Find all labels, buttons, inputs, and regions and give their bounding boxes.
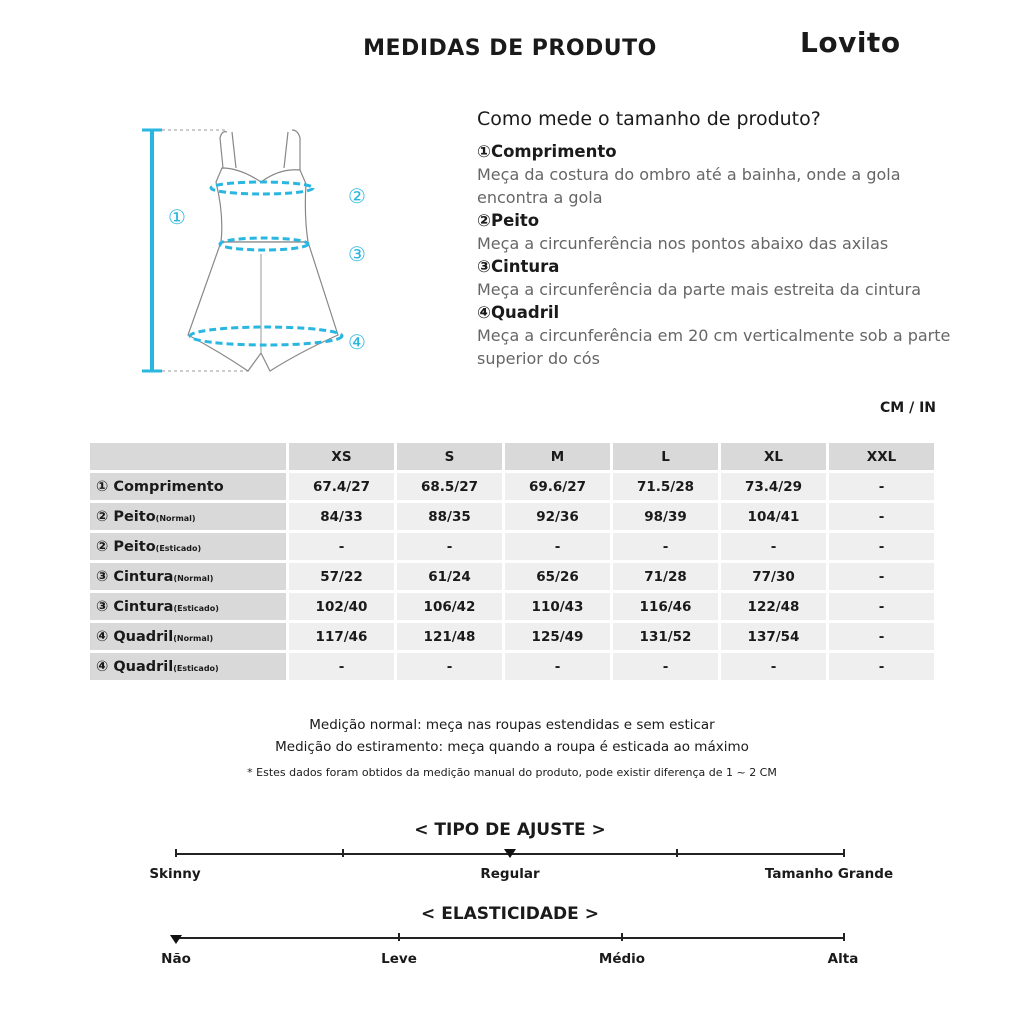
- measurement-guide: [477, 108, 977, 370]
- table-cell: -: [829, 593, 934, 620]
- table-cell: -: [397, 533, 502, 560]
- row-label: [90, 623, 286, 650]
- row-label-text: ② Peito: [96, 508, 156, 525]
- table-row: [90, 623, 934, 650]
- row-label-sub: (Esticado): [173, 603, 219, 613]
- elasticity-label-leve: Leve: [381, 951, 417, 967]
- table-cell: -: [289, 533, 394, 560]
- row-label-text: ① Comprimento: [96, 478, 224, 495]
- column-header: S: [397, 443, 502, 470]
- fit-selected-pointer: [504, 849, 516, 858]
- fit-label-large: Tamanho Grande: [764, 866, 894, 882]
- guide-desc-waist: Meça a circunferência da parte mais estreita da cintura: [477, 280, 921, 299]
- elasticity-tick: [398, 933, 400, 941]
- page-title: MEDIDAS DE PRODUTO: [363, 36, 657, 61]
- guide-desc-hip-2: superior do cós: [477, 349, 600, 368]
- row-label-text: ② Peito: [96, 538, 156, 555]
- fit-label-regular: Regular: [480, 866, 540, 882]
- size-table: [87, 440, 937, 683]
- table-cell: 88/35: [397, 503, 502, 530]
- table-cell: 71/28: [613, 563, 718, 590]
- row-label-sub: (Normal): [155, 513, 196, 523]
- table-cell: -: [829, 563, 934, 590]
- elasticity-label-medio: Médio: [598, 951, 646, 967]
- table-cell: 57/22: [289, 563, 394, 590]
- table-cell: 68.5/27: [397, 473, 502, 500]
- marker-chest: ②: [348, 184, 366, 208]
- table-cell: -: [829, 623, 934, 650]
- row-label: [90, 533, 286, 560]
- table-cell: -: [721, 533, 826, 560]
- elasticity-tick: [621, 933, 623, 941]
- table-row: [90, 593, 934, 620]
- table-cell: 92/36: [505, 503, 610, 530]
- fit-tick: [342, 849, 344, 857]
- row-label: [90, 593, 286, 620]
- table-cell: 110/43: [505, 593, 610, 620]
- table-cell: -: [505, 653, 610, 680]
- column-header: XL: [721, 443, 826, 470]
- guide-heading-chest: ②Peito: [477, 211, 540, 230]
- table-cell: 77/30: [721, 563, 826, 590]
- row-label-sub: (Esticado): [173, 663, 219, 673]
- table-cell: -: [613, 533, 718, 560]
- fit-tick: [676, 849, 678, 857]
- elasticity-label-alta: Alta: [827, 951, 859, 967]
- table-cell: 67.4/27: [289, 473, 394, 500]
- guide-heading-waist: ③Cintura: [477, 257, 560, 276]
- fit-tick: [843, 849, 845, 857]
- row-label-text: ④ Quadril: [96, 628, 174, 645]
- table-cell: 106/42: [397, 593, 502, 620]
- fit-title: < TIPO DE AJUSTE >: [414, 820, 606, 840]
- table-cell: 61/24: [397, 563, 502, 590]
- row-label-sub: (Normal): [173, 633, 214, 643]
- guide-heading-length: ①Comprimento: [477, 142, 617, 161]
- column-header: XS: [289, 443, 394, 470]
- table-corner: [90, 443, 286, 470]
- table-row: [90, 653, 934, 680]
- table-cell: 65/26: [505, 563, 610, 590]
- guide-heading-hip: ④Quadril: [477, 303, 560, 322]
- marker-length: ①: [168, 205, 186, 229]
- table-cell: 104/41: [721, 503, 826, 530]
- note-disclaimer: * Estes dados foram obtidos da medição manual do produto, pode existir diferença de 1 ~ 2 CM: [247, 766, 777, 779]
- table-cell: 71.5/28: [613, 473, 718, 500]
- measurement-notes: [0, 714, 1024, 788]
- marker-hip: ④: [348, 330, 366, 354]
- elasticity-tick: [843, 933, 845, 941]
- row-label: [90, 503, 286, 530]
- table-cell: 73.4/29: [721, 473, 826, 500]
- table-cell: 84/33: [289, 503, 394, 530]
- table-cell: 131/52: [613, 623, 718, 650]
- table-header-row: [90, 443, 934, 470]
- row-label-sub: (Normal): [173, 573, 214, 583]
- table-cell: 122/48: [721, 593, 826, 620]
- table-cell: -: [613, 653, 718, 680]
- guide-desc-length-1: Meça da costura do ombro até a bainha, onde a gola: [477, 165, 901, 184]
- table-cell: -: [829, 653, 934, 680]
- fit-label-skinny: Skinny: [149, 866, 201, 882]
- table-cell: 102/40: [289, 593, 394, 620]
- guide-desc-hip-1: Meça a circunferência em 20 cm verticalmente sob a parte: [477, 326, 951, 345]
- row-label: [90, 473, 286, 500]
- table-cell: 121/48: [397, 623, 502, 650]
- table-cell: -: [829, 503, 934, 530]
- table-cell: 137/54: [721, 623, 826, 650]
- table-cell: -: [721, 653, 826, 680]
- guide-desc-length-2: encontra a gola: [477, 188, 603, 207]
- elasticity-label-nao: Não: [161, 951, 191, 967]
- row-label-sub: (Esticado): [155, 543, 202, 553]
- column-header: L: [613, 443, 718, 470]
- table-cell: -: [829, 473, 934, 500]
- column-header: M: [505, 443, 610, 470]
- unit-label: CM / IN: [880, 400, 936, 416]
- table-cell: 125/49: [505, 623, 610, 650]
- row-label: [90, 653, 286, 680]
- elasticity-selected-pointer: [170, 935, 182, 944]
- brand-logo: Lovito: [800, 26, 901, 59]
- table-cell: 98/39: [613, 503, 718, 530]
- table-row: [90, 533, 934, 560]
- guide-desc-chest: Meça a circunferência nos pontos abaixo das axilas: [477, 234, 889, 253]
- table-cell: 116/46: [613, 593, 718, 620]
- table-cell: 117/46: [289, 623, 394, 650]
- elasticity-title: < ELASTICIDADE >: [421, 904, 599, 924]
- garment-diagram: [130, 120, 390, 390]
- guide-question: Como mede o tamanho de produto?: [477, 108, 821, 130]
- row-label: [90, 563, 286, 590]
- table-cell: 69.6/27: [505, 473, 610, 500]
- table-cell: -: [829, 533, 934, 560]
- table-row: [90, 503, 934, 530]
- column-header: XXL: [829, 443, 934, 470]
- table-cell: -: [397, 653, 502, 680]
- table-row: [90, 473, 934, 500]
- elasticity-scale-line: [175, 937, 844, 939]
- row-label-text: ④ Quadril: [96, 658, 174, 675]
- row-label-text: ③ Cintura: [96, 598, 174, 615]
- note-stretch: Medição do estiramento: meça quando a roupa é esticada ao máximo: [275, 739, 749, 755]
- row-label-text: ③ Cintura: [96, 568, 174, 585]
- note-normal: Medição normal: meça nas roupas estendidas e sem esticar: [309, 717, 715, 733]
- table-row: [90, 563, 934, 590]
- marker-waist: ③: [348, 242, 366, 266]
- table-cell: -: [289, 653, 394, 680]
- table-cell: -: [505, 533, 610, 560]
- fit-tick: [175, 849, 177, 857]
